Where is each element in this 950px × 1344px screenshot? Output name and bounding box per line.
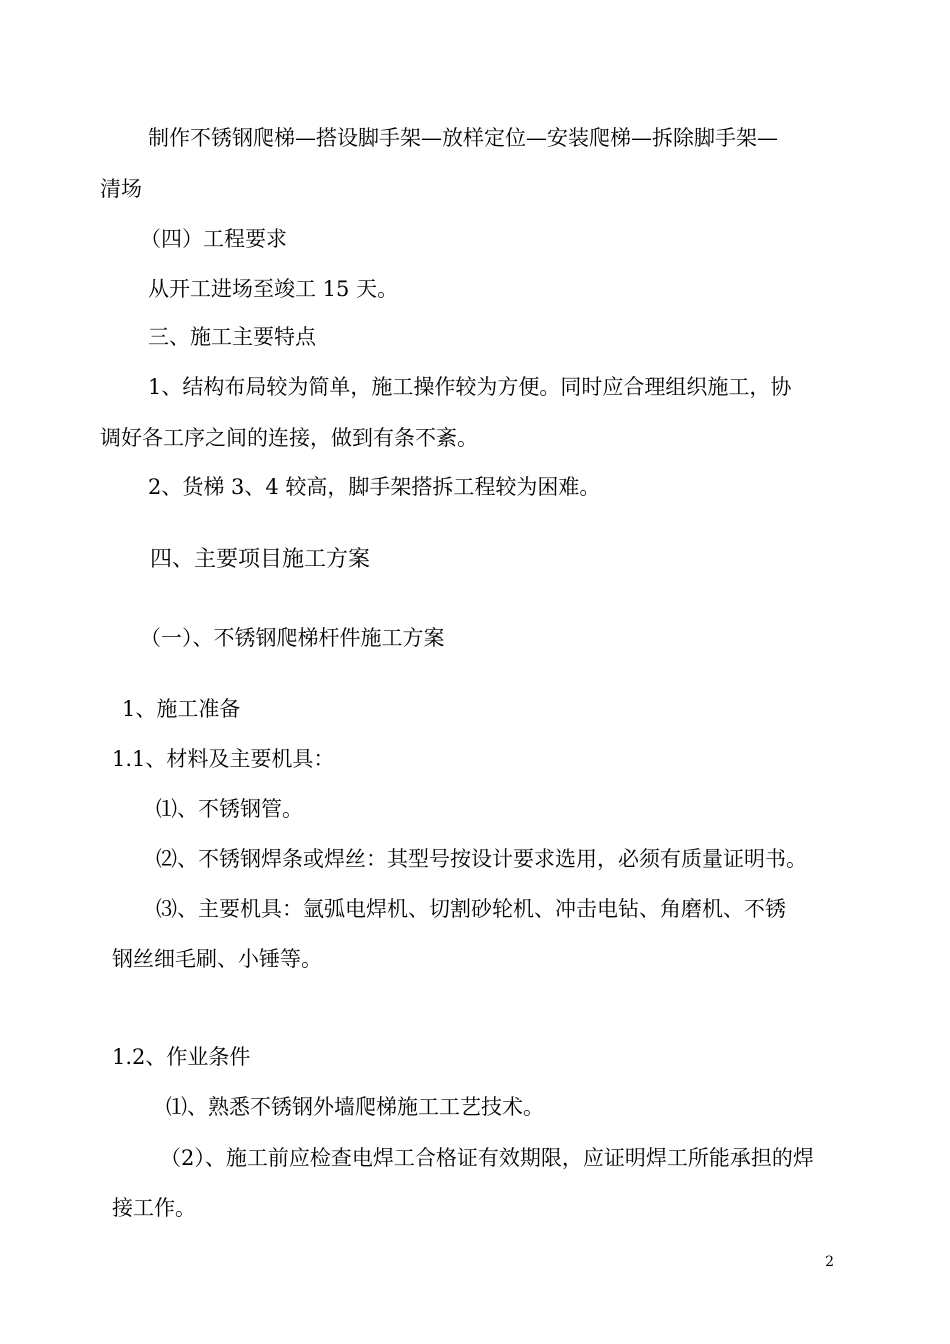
condition-item-1: ⑴、熟悉不锈钢外墙爬梯施工工艺技术。 xyxy=(166,1095,544,1119)
duration-paragraph: 从开工进场至竣工 15 天。 xyxy=(148,277,399,301)
condition-item-2: （2）、施工前应检查电焊工合格证有效期限，应证明焊工所能承担的焊 xyxy=(160,1146,814,1170)
section-heading-main-features: 三、施工主要特点 xyxy=(148,325,316,349)
feature-item-2: 2、货梯 3、4 较高，脚手架搭拆工程较为困难。 xyxy=(148,475,601,499)
process-flow-line: 制作不锈钢爬梯—搭设脚手架—放样定位—安装爬梯—拆除脚手架— xyxy=(148,126,778,150)
process-flow-continuation: 清场 xyxy=(100,177,142,201)
section-heading-construction-plan: 四、主要项目施工方案 xyxy=(150,547,371,572)
section-heading-engineering-requirements: （四）工程要求 xyxy=(140,227,287,251)
item-heading-materials-tools: 1.1、材料及主要机具： xyxy=(112,747,335,771)
feature-item-1-continuation: 调好各工序之间的连接，做到有条不紊。 xyxy=(100,426,478,450)
item-heading-preparation: 1、施工准备 xyxy=(122,697,241,721)
subsection-heading-ladder-plan: （一）、不锈钢爬梯杆件施工方案 xyxy=(140,626,445,650)
item-heading-work-conditions: 1.2、作业条件 xyxy=(112,1045,251,1069)
material-item-1: ⑴、不锈钢管。 xyxy=(156,797,303,821)
material-item-3: ⑶、主要机具：氩弧电焊机、切割砂轮机、冲击电钻、角磨机、不锈 xyxy=(156,897,786,921)
material-item-3-continuation: 钢丝细毛刷、小锤等。 xyxy=(112,947,322,971)
condition-item-2-continuation: 接工作。 xyxy=(112,1196,196,1220)
material-item-2: ⑵、不锈钢焊条或焊丝：其型号按设计要求选用，必须有质量证明书。 xyxy=(156,847,807,871)
feature-item-1: 1、结构布局较为简单，施工操作较为方便。同时应合理组织施工，协 xyxy=(148,375,792,399)
page-number: 2 xyxy=(825,1254,834,1270)
